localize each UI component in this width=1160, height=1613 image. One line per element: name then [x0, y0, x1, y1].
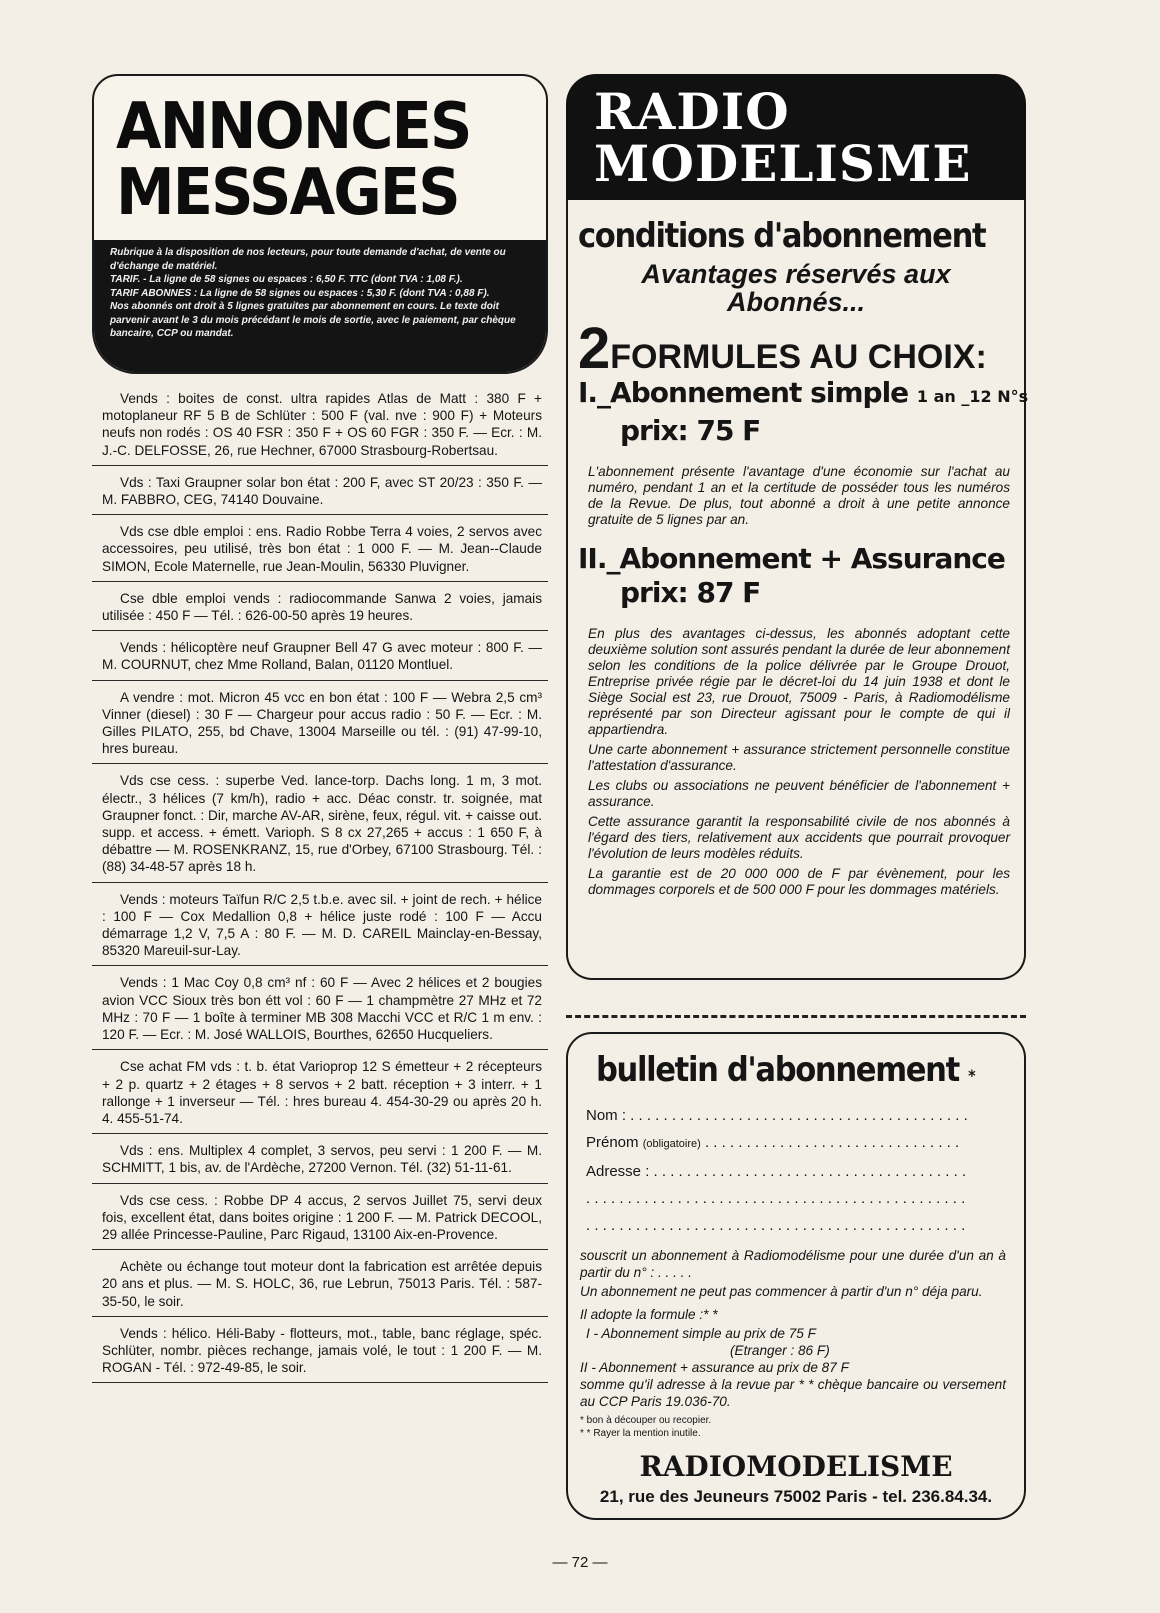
subscription-form	[566, 1032, 1026, 1520]
annonces-title-line2: MESSAGES	[116, 156, 459, 230]
prenom-label: Prénom	[586, 1134, 639, 1151]
classified-ad: Vds : Taxi Graupner solar bon état : 200 F, avec ST 20/23 : 350 F. — M. FABBRO, CEG, 74140 Douvaine.	[92, 472, 548, 515]
note-1: * bon à découper ou recopier.	[580, 1415, 712, 1426]
option-2[interactable]: II - Abonnement + assurance au prix de 87 F	[580, 1360, 849, 1375]
formula2-text-4: Cette assurance garantit la responsabilité civile de nos abonnés à l'égard des tiers, relativement aux accidents que pourrait provoquer l'évolution de leurs modèles réduits.	[588, 814, 1010, 861]
adresse-line-2[interactable]: . . . . . . . . . . . . . . . . . . . . . . . . . . . . . . . . . . . . . . . . . . . . . .	[586, 1190, 966, 1207]
prenom-note: (obligatoire)	[642, 1138, 701, 1150]
classified-ads-list	[92, 388, 548, 1383]
formula1-price: prix: 75 F	[620, 414, 761, 447]
classified-ad: A vendre : mot. Micron 45 vcc en bon état : 100 F — Webra 2,5 cm³ Vinner (diesel) : 30 F — Chargeur pour accus radio : 50 F. — Ecr. : M. Gilles PILATO, 255, bd Chave, 13004 Marseille ou tél. : (91) 47-99-10, hres bureau.	[92, 687, 548, 765]
annonces-desc-4: Nos abonnés ont droit à 5 lignes gratuites par abonnement en cours. Le texte doit parvenir avant le 3 du mois précédant le mois de sortie, avec le paiement, par chèque bancaire, CCP ou mandat.	[110, 301, 516, 339]
prenom-dots: . . . . . . . . . . . . . . . . . . . . . . . . . . . . . . .	[704, 1134, 960, 1151]
classified-ad: Vends : hélico. Héli-Baby - flotteurs, mot., table, banc réglage, spéc. Schlüter, nombr. pièces rechange, jamais volé, le tout : 1 200 F. — M. ROGAN - Tél. : 972-49-85, le soir.	[92, 1323, 548, 1384]
bulletin-title-star: *	[968, 1066, 975, 1085]
classified-ad: Vends : 1 Mac Coy 0,8 cm³ nf : 60 F — Avec 2 hélices et 2 bougies avion VCC Sioux très bon étt vol : 60 F — 1 champmètre 27 MHz et 72 MHz : 70 F — 1 boîte à terminer MB 308 Macchi VCC et R/C 1 m env. : 120 F. — Ecr. : M. José WALLOIS, Bourthes, 62650 Hucqueliers.	[92, 972, 548, 1050]
classified-ad: Cse dble emploi vends : radiocommande Sanwa 2 voies, jamais utilisée : 450 F — Tél. : 626-00-50 après 19 heures.	[92, 588, 548, 631]
classified-ad: Vds cse dble emploi : ens. Radio Robbe Terra 4 voies, 2 servos avec accessoires, peu utilisé, très bon état : 1 000 F. — M. Jean--Claude SIMON, Ecole Maternelle, rue Jean-Moulin, 56330 Pluvigner.	[92, 521, 548, 582]
formula1-title: I._Abonnement simple	[578, 376, 909, 409]
page-number: — 72 —	[552, 1554, 608, 1571]
cut-line-divider	[566, 1015, 1026, 1018]
annonces-desc-2: TARIF. - La ligne de 58 signes ou espaces : 6,50 F. TTC (dont TVA : 1,08 F.).	[110, 274, 463, 285]
company-address: 21, rue des Jeuneurs 75002 Paris - tel. 236.84.34.	[599, 1487, 993, 1506]
formules-heading	[578, 316, 1014, 381]
classified-ad: Vds cse cess. : Robbe DP 4 accus, 2 servos Juillet 75, servi deux fois, excellent état, dans boites origine : 1 200 F. — M. Patrick DECOOL, 29 allée Princesse-Pauline, Parc Rigaud, 13100 Aix-en-Provence.	[92, 1190, 548, 1251]
avantages-heading: Avantages réservés aux Abonnés...	[641, 259, 951, 317]
bulletin-title-text: bulletin d'abonnement	[596, 1050, 959, 1090]
classified-ad: Vends : moteurs Taïfun R/C 2,5 t.b.e. avec sil. + joint de rech. + hélice : 100 F — Cox Medallion 0,8 + hélice juste rodé : 100 F — Accu démarrage 1,2 V, 7,5 A : 80 F. — M. D. CAREIL Mainclay-en-Bessay, 85320 Mareuil-sur-Lay.	[92, 889, 548, 967]
banner-line2: MODELISME	[594, 134, 972, 193]
formula2-text-3: Les clubs ou associations ne peuvent bénéficier de l'abonnement + assurance.	[588, 778, 1010, 809]
annonces-desc-3: TARIF ABONNES : La ligne de 58 signes ou espaces : 5,30 F. (dont TVA : 0,88 F).	[110, 287, 490, 299]
annonces-column	[92, 74, 548, 1389]
formula1-text: L'abonnement présente l'avantage d'une économie sur l'achat au numéro, pendant 1 an et la certitude de posséder tous les numéros de la Revue. De plus, tout abonné a droit à une petite annonce gratuite de 5 lignes par an.	[588, 464, 1010, 527]
formula1-label	[578, 376, 1029, 414]
classified-ad: Cse achat FM vds : t. b. état Varioprop 12 S émetteur + 2 récepteurs + 2 p. quartz + 2 étages + 8 servos + 2 batt. réception + 3 interr. + 1 rallonge + 1 inverseur — Tél. : hres bureau 4. 454-30-29 ou après 20 h. 4. 455-51-74.	[92, 1056, 548, 1134]
prenom-field[interactable]	[580, 1129, 1012, 1158]
adopte-text: Il adopte la formule :* *	[580, 1307, 718, 1322]
formula2-text-5: La garantie est de 20 000 000 de F par évènement, pour les dommages corporels et de 500 000 F pour les dommages matériels.	[588, 866, 1010, 897]
formules-text: FORMULES AU CHOIX:	[610, 338, 987, 376]
classified-ad: Vends : boites de const. ultra rapides Atlas de Matt : 380 F + motoplaneur RF 5 B de Schlüter : 500 F (val. nve : 900 F) + Moteurs neufs non rodés : OS 40 FSR : 350 F + OS 60 FGR : 350 F. — Ecr. : M. J.-C. DELFOSSE, 26, rue Hechner, 67000 Strasbourg-Robertsau.	[92, 388, 548, 466]
formula2-text-2: Une carte abonnement + assurance strictement personnelle constitue l'attestation d'assurance.	[588, 742, 1010, 773]
note-2: * * Rayer la mention inutile.	[580, 1428, 701, 1439]
option-1[interactable]: I - Abonnement simple au prix de 75 F	[586, 1326, 816, 1341]
adresse-field[interactable]: Adresse : . . . . . . . . . . . . . . . . . . . . . . . . . . . . . . . . . . . . . .	[586, 1163, 967, 1180]
subscription-column	[566, 74, 1029, 980]
option-1-foreign: (Etranger : 86 F)	[730, 1343, 830, 1358]
bulletin-title	[596, 1050, 975, 1090]
formula2-price: prix: 87 F	[620, 576, 761, 609]
adresse-line-3[interactable]: . . . . . . . . . . . . . . . . . . . . . . . . . . . . . . . . . . . . . . . . . . . . . .	[586, 1217, 966, 1234]
payment-text: somme qu'il adresse à la revue par * * chèque bancaire ou versement au CCP Paris 19.036-70.	[580, 1377, 1006, 1409]
nom-field[interactable]: Nom : . . . . . . . . . . . . . . . . . . . . . . . . . . . . . . . . . . . . . . . . .	[586, 1107, 968, 1124]
annonces-title-line1: ANNONCES	[116, 90, 471, 164]
formules-number: 2	[578, 316, 611, 381]
annonces-header	[92, 74, 548, 374]
annonces-desc-1: Rubrique à la disposition de nos lecteurs, pour toute demande d'achat, de vente ou d'échange de matériel.	[110, 247, 506, 272]
company-name: RADIOMODELISME	[639, 1450, 953, 1483]
formula2-title: II._Abonnement + Assurance	[578, 542, 1005, 575]
souscrit-text: souscrit un abonnement à Radiomodélisme pour une durée d'un an à partir du n° : . . . . .	[580, 1248, 1006, 1280]
classified-ad: Vds cse cess. : superbe Ved. lance-torp. Dachs long. 1 m, 3 mot. électr., 3 hélices (7 km/h), radio + acc. Déac constr. tr. soignée, mat Graupner fonct. : Dir, marche AV-AR, sirène, feux, régul. vit. + caisse out. supp. et access. + émett. Varioph. S 8 cx 27,265 + accus : 1 650 F, à débattre — M. ROSENKRANZ, 15, rue d'Orbey, 67100 Strasbourg. Tél. : (88) 34-48-57 après 18 h.	[92, 770, 548, 882]
classified-ad: Vends : hélicoptère neuf Graupner Bell 47 G avec moteur : 800 F. — M. COURNUT, chez Mme Rolland, Balan, 01120 Montluel.	[92, 637, 548, 680]
classified-ad: Achète ou échange tout moteur dont la fabrication est arrêtée depuis 20 ans et plus. — M. S. HOLC, 36, rue Lebrun, 75013 Paris. Tél. : 587-35-50, le soir.	[92, 1256, 548, 1317]
commencer-text: Un abonnement ne peut pas commencer à partir d'un n° déja paru.	[580, 1284, 983, 1299]
annonces-title	[116, 90, 502, 230]
formula1-detail: 1 an _12 N°s	[916, 387, 1029, 406]
formula2-text-1: En plus des avantages ci-dessus, les abonnés adoptant cette deuxième solution sont assurés pendant la durée de leur abonnement selon les conditions de la police délivrée par le Groupe Drouot, Entreprise privée régie par le décret-loi du 14 juin 1938 et dont le Siège Social est 23, rue Drouot, 75009 - Paris, à Radiomodélisme représenté par son Directeur agissant pour le compte de qui il appartiendra.	[588, 626, 1010, 737]
conditions-title: conditions d'abonnement	[578, 216, 986, 256]
annonces-description	[94, 240, 546, 372]
classified-ad: Vds : ens. Multiplex 4 complet, 3 servos, peu servi : 1 200 F. — M. SCHMITT, 1 bis, av. de l'Ardèche, 27200 Vernon. Tél. (32) 51-11-61.	[92, 1140, 548, 1183]
banner-line1: RADIO	[594, 82, 790, 141]
radio-modelisme-banner	[566, 74, 1026, 200]
conditions-box	[566, 200, 1029, 980]
